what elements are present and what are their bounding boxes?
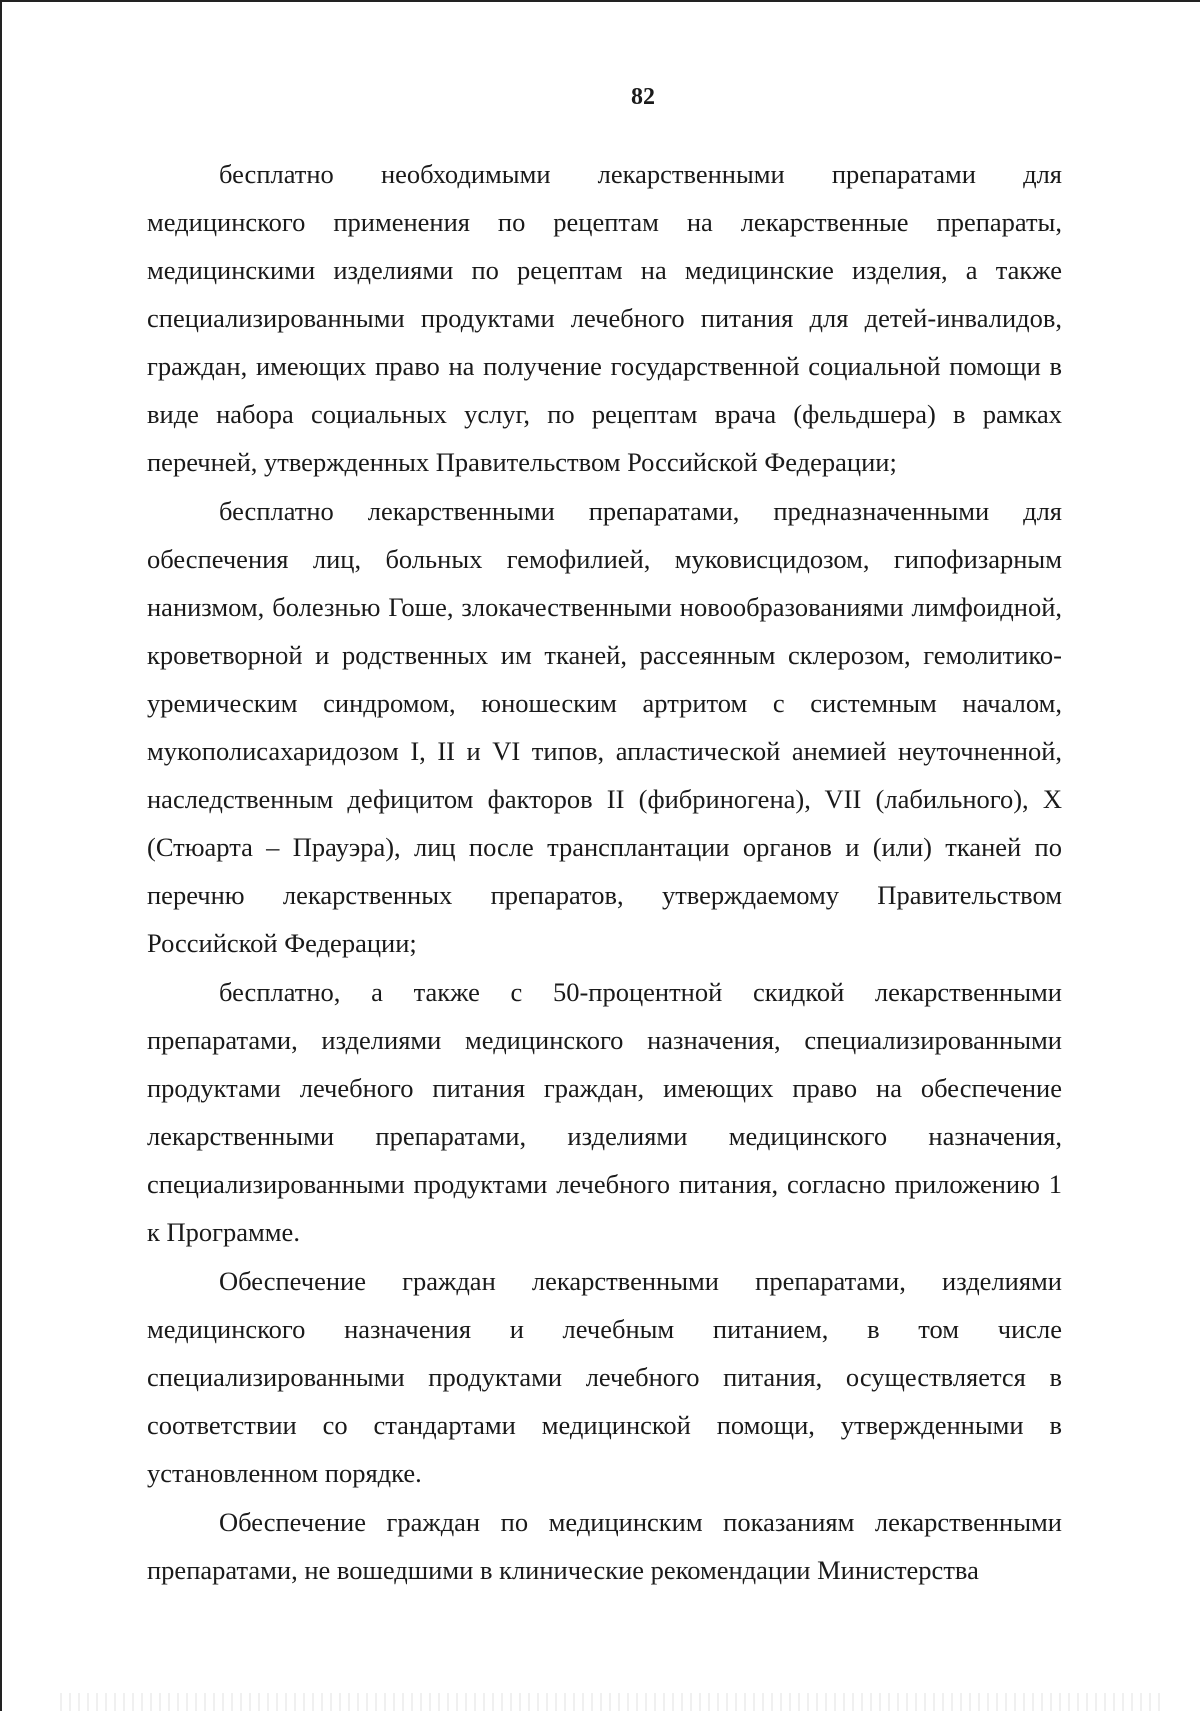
page-number: 82	[631, 84, 655, 110]
scan-left-border	[0, 0, 2, 1711]
document-body	[147, 150, 1062, 1595]
paragraph-medical-indications: Обеспечение граждан по медицинским показаниям лекарственными препаратами, не вошедшими в клинические рекомендации Министерства	[147, 1507, 1062, 1585]
paragraph-standards: Обеспечение граждан лекарственными препаратами, изделиями медицинского назначения и лечебным питанием, в том числе специализированными продуктами лечебного питания, осуществляется в соответствии со стандартами медицинской помощи, утвержденными в установленном порядке.	[147, 1266, 1062, 1488]
scan-noise	[60, 1693, 1160, 1711]
paragraph-discount: бесплатно, а также с 50-процентной скидкой лекарственными препаратами, изделиями медицинского назначения, специализированными продуктами лечебного питания граждан, имеющих право на обеспечение лекарственными препаратами, изделиями медицинского назначения, специализированными продуктами лечебного питания, согласно приложению 1 к Программе.	[147, 977, 1062, 1247]
scan-top-border	[0, 0, 1200, 2]
paragraph-free-medicines: бесплатно необходимыми лекарственными препаратами для медицинского применения по рецептам на лекарственные препараты, медицинскими изделиями по рецептам на медицинские изделия, а также специализированными продуктами лечебного питания для детей-инвалидов, граждан, имеющих право на получение государственной социальной помощи в виде набора социальных услуг, по рецептам врача (фельдшера) в рамках перечней, утвержденных Правительством Российской Федерации;	[147, 159, 1062, 477]
paragraph-rare-diseases: бесплатно лекарственными препаратами, предназначенными для обеспечения лиц, больных гемофилией, муковисцидозом, гипофизарным нанизмом, болезнью Гоше, злокачественными новообразованиями лимфоидной, кроветворной и родственных им тканей, рассеянным склерозом, гемолитико-уремическим синдромом, юношеским артритом с системным началом, мукополисахаридозом I, II и VI типов, апластической анемией неуточненной, наследственным дефицитом факторов II (фибриногена), VII (лабильного), X (Стюарта – Прауэра), лиц после трансплантации органов и (или) тканей по перечню лекарственных препаратов, утверждаемому Правительством Российской Федерации;	[147, 496, 1062, 958]
